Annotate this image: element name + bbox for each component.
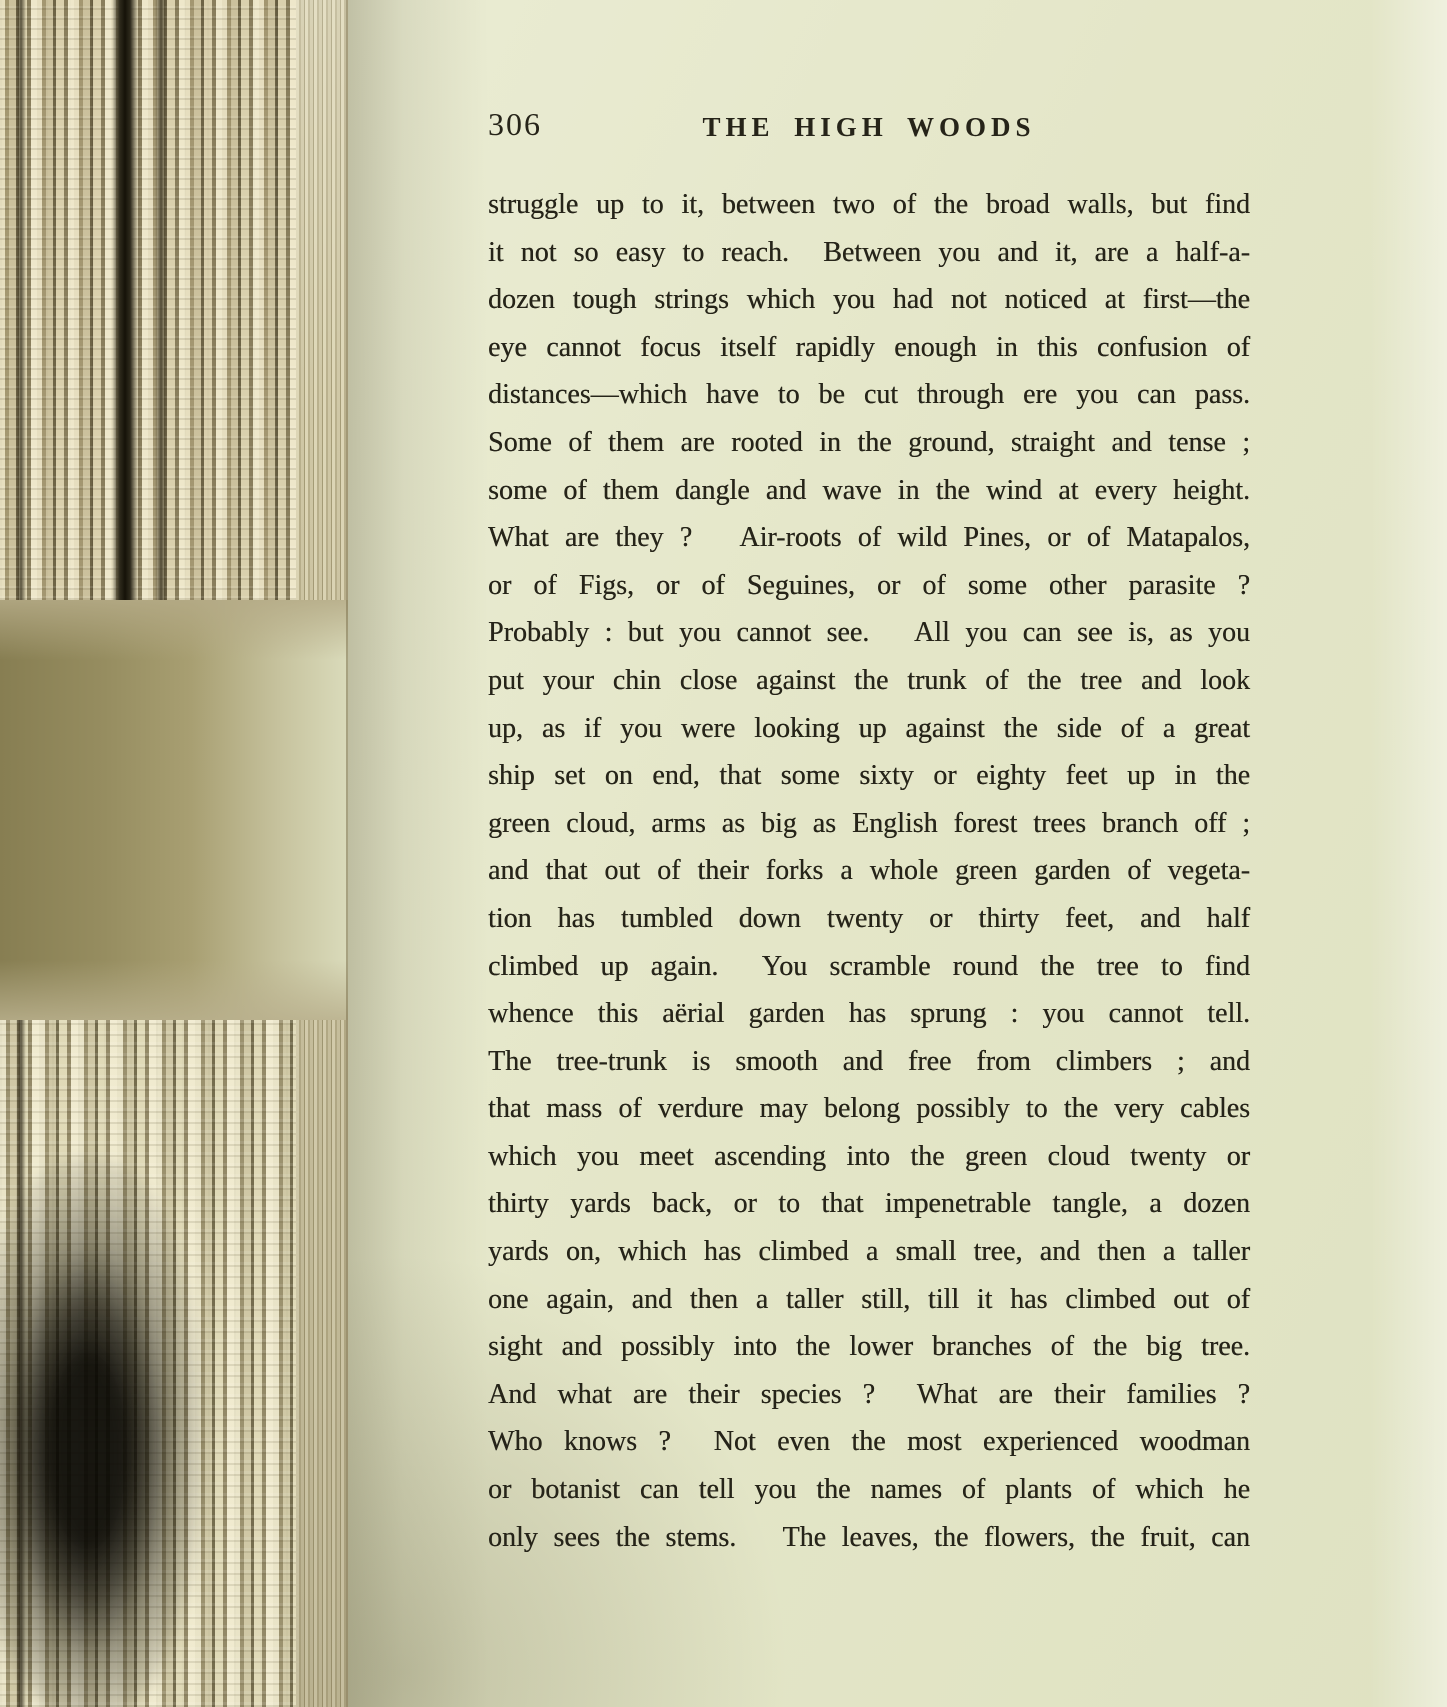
- text-line: The tree-trunk is smooth and free from climbers ; and: [488, 1045, 1250, 1077]
- text-line: tion has tumbled down twenty or thirty feet, and half: [488, 902, 1250, 934]
- page-edges-blur-band: [0, 600, 348, 1020]
- text-line: or of Figs, or of Seguines, or of some other parasite ?: [488, 569, 1250, 601]
- text-line: What are they ? Air-roots of wild Pines, or of Matapalos,: [488, 522, 1250, 554]
- text-line: some of them dangle and wave in the wind at every height.: [488, 474, 1250, 506]
- text-line: sight and possibly into the lower branches of the big tree.: [488, 1331, 1250, 1363]
- text-line: which you meet ascending into the green cloud twenty or: [488, 1140, 1250, 1172]
- text-line: thirty yards back, or to that impenetrable tangle, a dozen: [488, 1188, 1250, 1220]
- text-line: Some of them are rooted in the ground, straight and tense ;: [488, 426, 1250, 458]
- page-number: 306: [488, 106, 542, 142]
- text-line: dozen tough strings which you had not noticed at first—the: [488, 284, 1250, 316]
- text-line: and that out of their forks a whole green garden of vegeta-: [488, 855, 1250, 887]
- book-page: [348, 0, 1447, 1707]
- text-line: Probably : but you cannot see. All you can see is, as you: [488, 617, 1250, 649]
- text-line: yards on, which has climbed a small tree, and then a taller: [488, 1236, 1250, 1268]
- text-line: one again, and then a taller still, till it has climbed out of: [488, 1283, 1250, 1315]
- text-line: ship set on end, that some sixty or eighty feet up in the: [488, 760, 1250, 792]
- book-page-edges: [0, 0, 348, 1707]
- text-line: it not so easy to reach. Between you and it, are a half-a-: [488, 236, 1250, 268]
- running-header: THE HIGH WOODS: [702, 112, 1036, 142]
- text-line: green cloud, arms as big as English forest trees branch off ;: [488, 807, 1250, 839]
- text-line: Who knows ? Not even the most experienced woodman: [488, 1426, 1250, 1458]
- text-line: And what are their species ? What are their families ?: [488, 1378, 1250, 1410]
- body-text: [488, 181, 1250, 1561]
- text-line: struggle up to it, between two of the broad walls, but find: [488, 189, 1250, 220]
- text-line: put your chin close against the trunk of the tree and look: [488, 664, 1250, 696]
- text-line: up, as if you were looking up against the side of a great: [488, 712, 1250, 744]
- text-line: only sees the stems. The leaves, the flowers, the fruit, can: [488, 1521, 1250, 1553]
- text-line: whence this aërial garden has sprung : you cannot tell.: [488, 998, 1250, 1030]
- text-line: eye cannot focus itself rapidly enough in this confusion of: [488, 331, 1250, 363]
- text-line: climbed up again. You scramble round the tree to find: [488, 950, 1250, 982]
- dark-shadow-blotch: [0, 1160, 200, 1707]
- text-line: distances—which have to be cut through ere you can pass.: [488, 379, 1250, 411]
- text-line: that mass of verdure may belong possibly to the very cables: [488, 1093, 1250, 1125]
- page-gap-shadow: [112, 0, 138, 660]
- text-line: or botanist can tell you the names of plants of which he: [488, 1474, 1250, 1506]
- page-gap-shadow: [155, 0, 167, 660]
